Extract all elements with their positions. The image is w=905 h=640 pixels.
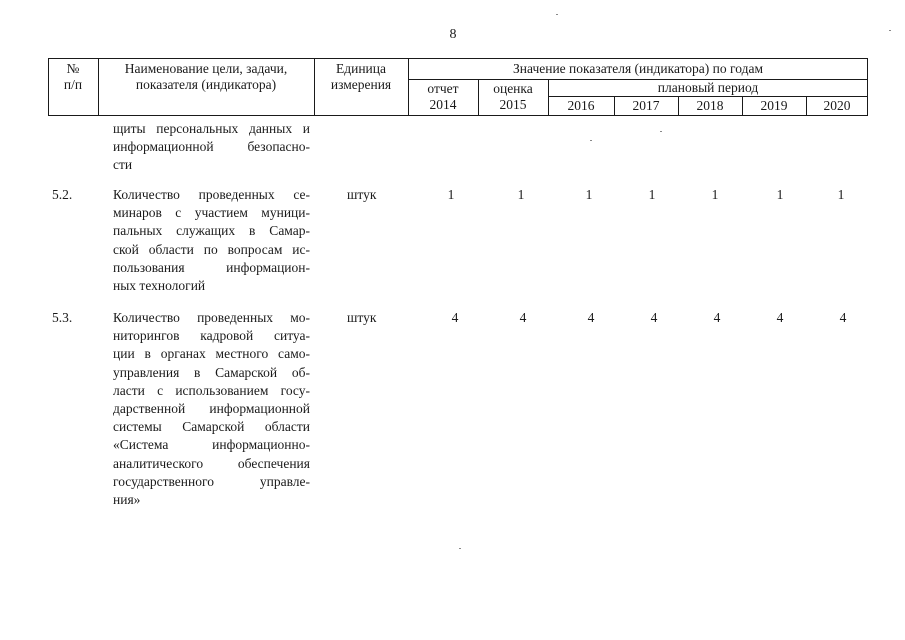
value-cell: 1: [585, 187, 593, 202]
text-line: государственного управле-: [113, 473, 310, 489]
value-cell: 4: [587, 310, 595, 325]
planned-period-divider: [548, 96, 868, 97]
indicator-name: [113, 186, 310, 295]
text-line: ния»: [113, 492, 141, 508]
value-cell: 4: [713, 310, 721, 325]
text-line: ниторингов кадровой ситуа-: [113, 328, 310, 344]
value-cell: 4: [839, 310, 847, 325]
text-line: системы Самарской области: [113, 419, 310, 435]
value-cell: 4: [451, 310, 459, 325]
text-line: Количество проведенных мо-: [113, 310, 310, 325]
value-cell: 4: [776, 310, 784, 325]
text-line: ных технологий: [113, 278, 206, 294]
page-number: 8: [449, 27, 457, 42]
text-line: ласти с использованием госу-: [113, 382, 310, 398]
value-cell: 1: [711, 187, 719, 202]
value-cell: 1: [776, 187, 784, 202]
value-cell: 1: [648, 187, 656, 202]
unit-cell: штук: [347, 187, 377, 202]
value-cell: 4: [650, 310, 658, 325]
row-number: 5.2.: [52, 187, 73, 202]
header-year-2019: 2019: [760, 98, 788, 113]
text-line: дарственной информационной: [113, 401, 310, 417]
header-unit: Единица измерения: [330, 61, 392, 92]
header-top-border: [48, 58, 868, 59]
text-line: пальных служащих в Самар-: [113, 223, 310, 239]
header-estimate-2015: оценка 2015: [493, 81, 533, 112]
text-line: ции в органах местного само-: [113, 346, 310, 362]
header-name: Наименование цели, задачи, показателя (индикатора): [124, 61, 288, 92]
text-line: управления в Самарской об-: [113, 364, 310, 380]
text-line: информационной безопасно-: [113, 139, 310, 155]
scan-speck: [660, 131, 662, 132]
continuation-text: [113, 120, 310, 175]
unit-cell: штук: [347, 310, 377, 325]
text-line: сти: [113, 157, 133, 173]
text-line: пользования информацион-: [113, 259, 310, 275]
header-report-2014: отчет 2014: [427, 81, 459, 112]
header-year-2017: 2017: [632, 98, 660, 113]
value-cell: 1: [517, 187, 525, 202]
header-year-2018: 2018: [696, 98, 724, 113]
header-year-2016: 2016: [567, 98, 595, 113]
header-year-2020: 2020: [823, 98, 851, 113]
text-line: «Система информационно-: [113, 437, 310, 453]
header-planned-period: плановый период: [657, 80, 759, 95]
header-num: № п/п: [63, 61, 83, 92]
value-cell: 1: [447, 187, 455, 202]
table-header: [48, 58, 868, 116]
text-line: щиты персональных данных и: [113, 121, 310, 136]
scan-speck: [590, 140, 592, 141]
text-line: аналитического обеспечения: [113, 455, 310, 471]
header-values-title: Значение показателя (индикатора) по годам: [513, 61, 763, 76]
text-line: Количество проведенных се-: [113, 187, 310, 202]
indicator-name: [113, 309, 310, 509]
scan-speck: [556, 14, 558, 15]
header-bottom-border: [48, 115, 868, 116]
scan-speck: [889, 30, 891, 31]
value-cell: 1: [837, 187, 845, 202]
text-line: минаров с участием муници-: [113, 205, 310, 221]
scan-speck: [459, 548, 461, 549]
row-number: 5.3.: [52, 310, 73, 325]
text-line: ской области по вопросам ис-: [113, 241, 310, 257]
value-cell: 4: [519, 310, 527, 325]
